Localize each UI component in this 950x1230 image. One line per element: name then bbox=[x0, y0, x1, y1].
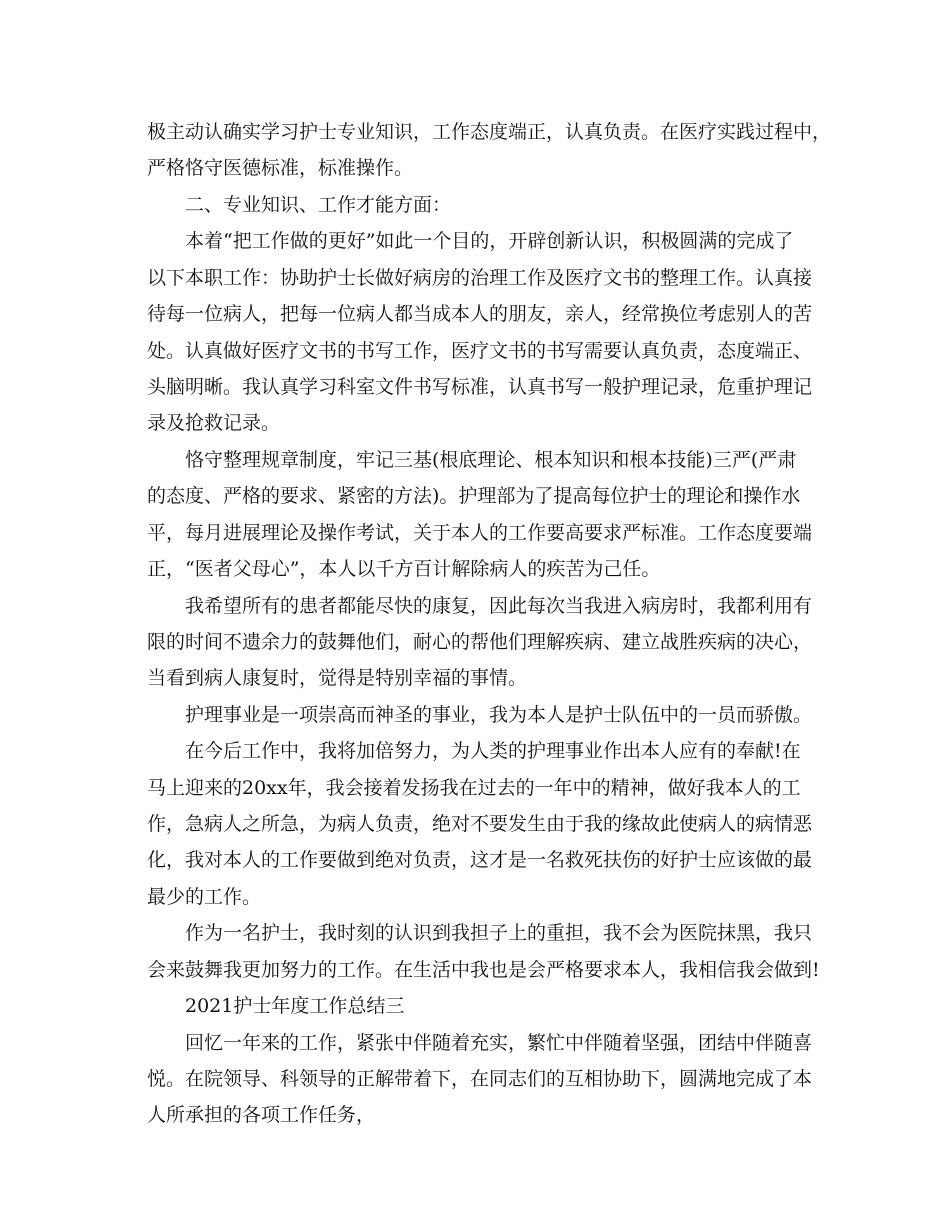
text-line: 的态度、严格的要求、紧密的方法)。护理部为了提高每位护士的理论和操作水 bbox=[147, 485, 801, 507]
text-line: 最少的工作。 bbox=[147, 886, 262, 908]
text-line: 化，我对本人的工作要做到绝对负责，这才是一名救死扶伤的好护士应该做的最 bbox=[147, 849, 813, 871]
text-line: 作，急病人之所急，为病人负责，绝对不要发生由于我的缘故此使病人的病情恶 bbox=[147, 813, 813, 835]
text-line: 本着“把工作做的更好”如此一个目的，开辟创新认识，积极圆满的完成了 bbox=[185, 230, 794, 252]
text-line: 头脑明晰。我认真学习科室文件书写标准，认真书写一般护理记录，危重护理记 bbox=[147, 376, 813, 398]
text-line: 我希望所有的患者都能尽快的康复，因此每次当我进入病房时，我都利用有 bbox=[185, 595, 813, 617]
text-line: 处。认真做好医疗文书的书写工作，医疗文书的书写需要认真负责，态度端正、 bbox=[147, 340, 813, 362]
text-line: 待每一位病人，把每一位病人都当成本人的朋友，亲人，经常换位考虑别人的苦 bbox=[147, 303, 813, 325]
text-line: 悦。在院领导、科领导的正解带着下，在同志们的互相协助下，圆满地完成了本 bbox=[147, 1068, 813, 1090]
text-line: 回忆一年来的工作，紧张中伴随着充实，繁忙中伴随着坚强，团结中伴随喜 bbox=[185, 1032, 813, 1054]
text-line: 平，每月进展理论及操作考试，关于本人的工作要高要求严标准。工作态度要端 bbox=[147, 522, 813, 544]
text-line: 以下本职工作：协助护士长做好病房的治理工作及医疗文书的整理工作。认真接 bbox=[147, 267, 813, 289]
text-line: 在今后工作中，我将加倍努力，为人类的护理事业作出本人应有的奉献!在 bbox=[185, 740, 801, 762]
text-line: 限的时间不遗余力的鼓舞他们，耐心的帮他们理解疾病、建立战胜疾病的决心， bbox=[147, 631, 813, 653]
text-line: 录及抢救记录。 bbox=[147, 412, 281, 434]
text-line: 人所承担的各项工作任务， bbox=[147, 1104, 376, 1126]
text-line: 护理事业是一项崇高而神圣的事业，我为本人是护士队伍中的一员而骄傲。 bbox=[185, 704, 813, 726]
text-line: 会来鼓舞我更加努力的工作。在生活中我也是会严格要求本人，我相信我会做到! bbox=[147, 959, 820, 981]
text-line: 恪守整理规章制度，牢记三基(根底理论、根本知识和根本技能)三严(严肃 bbox=[185, 449, 797, 471]
section-title: 2021护士年度工作总结三 bbox=[185, 995, 405, 1017]
text-line: 极主动认确实学习护士专业知识，工作态度端正，认真负责。在医疗实践过程中， bbox=[147, 121, 832, 143]
text-line: 作为一名护士，我时刻的认识到我担子上的重担，我不会为医院抹黑，我只 bbox=[185, 922, 813, 944]
text-line: 正，“医者父母心”，本人以千方百计解除病人的疾苦为己任。 bbox=[147, 558, 661, 580]
section-heading: 二、专业知识、工作才能方面： bbox=[185, 194, 452, 216]
text-line: 马上迎来的20xx年，我会接着发扬我在过去的一年中的精神，做好我本人的工 bbox=[147, 777, 801, 799]
text-line: 严格恪守医德标准，标准操作。 bbox=[147, 157, 414, 179]
text-line: 当看到病人康复时，觉得是特别幸福的事情。 bbox=[147, 667, 528, 689]
